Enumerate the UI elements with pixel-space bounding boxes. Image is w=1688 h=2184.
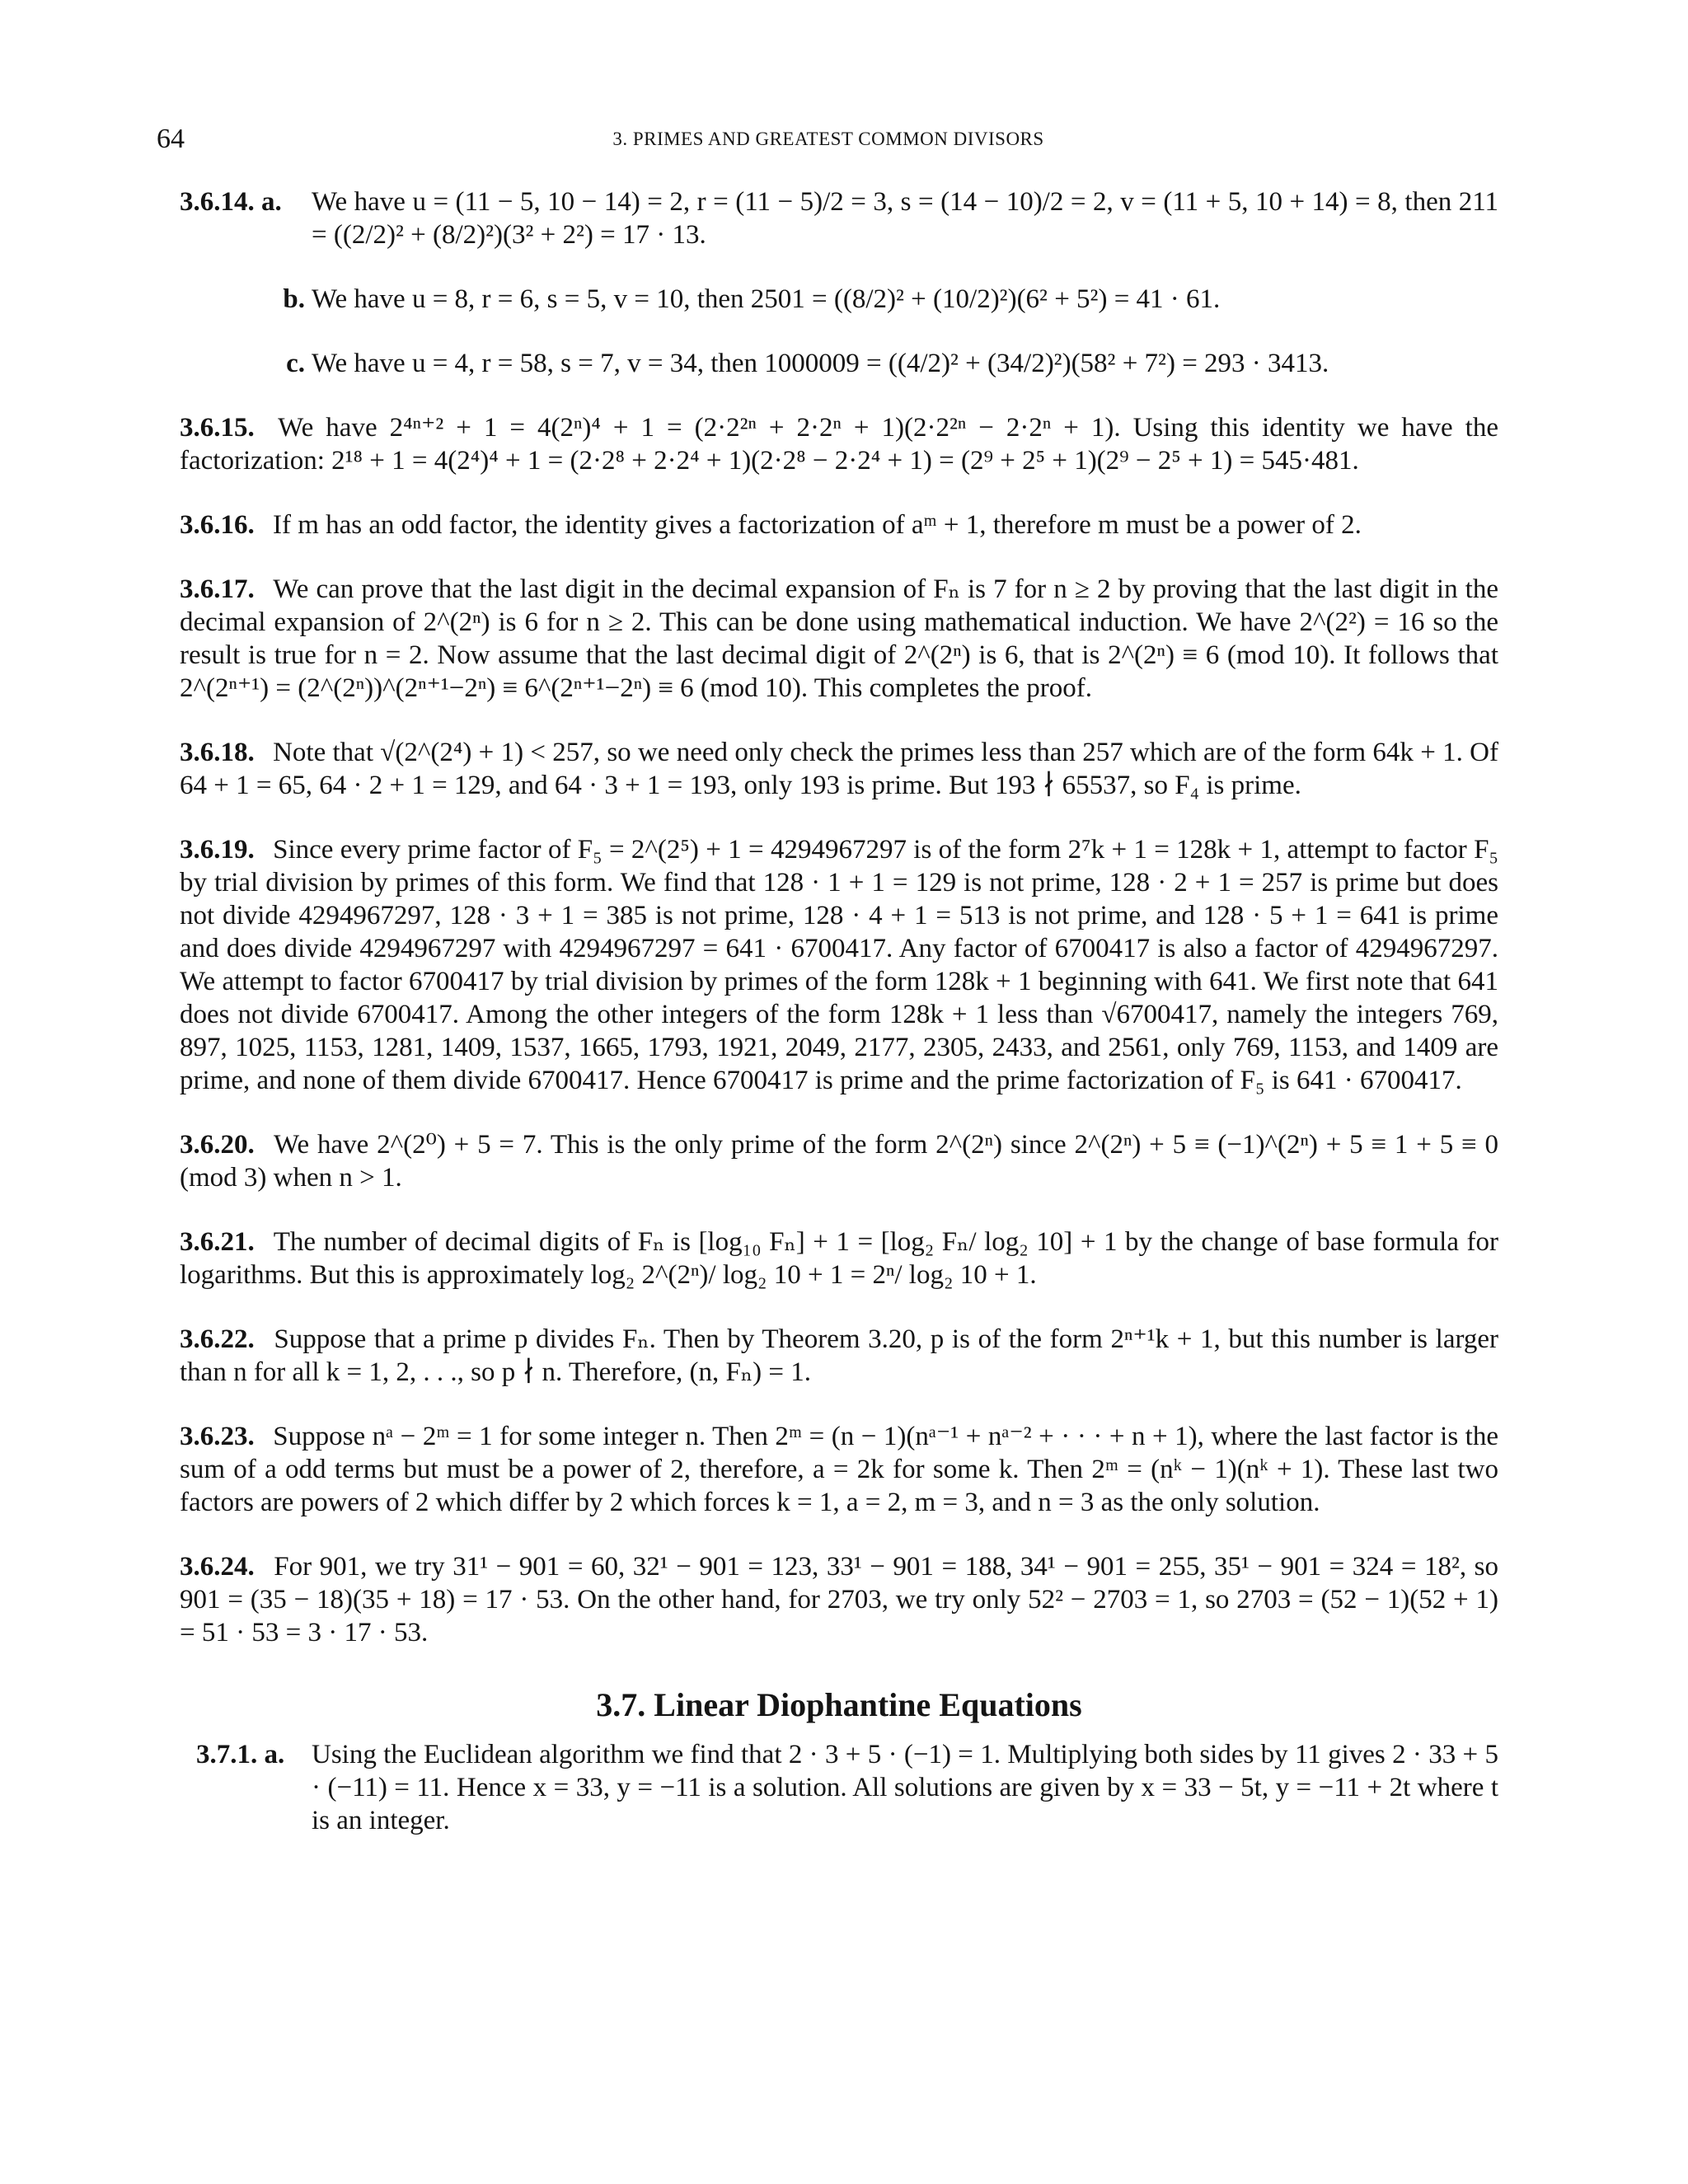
exercise-text: We have 2^(2⁰) + 5 = 7. This is the only prime of the form 2^(2ⁿ) since 2^(2ⁿ) + 5 ≡ (−1)^(2ⁿ) + 5 ≡ 1 + 5 ≡ 0 (mod 3) when n > 1. (180, 1130, 1499, 1193)
exercise-3-6-22 (180, 1323, 1498, 1389)
exercise-3-6-17 (180, 573, 1498, 705)
exercise-text: We can prove that the last digit in the decimal expansion of Fₙ is 7 for n ≥ 2 by proving that the last digit in the decimal expansion of 2^(2ⁿ) is 6 for n ≥ 2. This can be done using mathematical induction. We have 2^(2²) = 16 so the result is true for n = 2. Now assume that the last decimal digit of 2^(2ⁿ) is 6, that is 2^(2ⁿ) ≡ 6 (mod 10). It follows that 2^(2ⁿ⁺¹) = (2^(2ⁿ))^(2ⁿ⁺¹−2ⁿ) ≡ 6^(2ⁿ⁺¹−2ⁿ) ≡ 6 (mod 10). This completes the proof. (180, 574, 1498, 703)
exercise-text: We have u = 8, r = 6, s = 5, v = 10, then 2501 = ((8/2)² + (10/2)²)(6² + 5²) = 41 · 61. (312, 284, 1221, 314)
exercise-3-6-16 (180, 509, 1498, 541)
exercise-3-6-15 (180, 411, 1498, 477)
exercise-3-6-19 (180, 833, 1498, 1097)
page-body (180, 185, 1498, 1868)
exercise-part-label: b. (283, 284, 305, 314)
exercise-number: 3.6.17. (180, 574, 255, 604)
exercise-number: 3.6.20. (180, 1130, 255, 1160)
page-number: 64 (157, 124, 185, 154)
exercise-part-label: c. (286, 349, 305, 378)
exercise-text: Using the Euclidean algorithm we find that 2 · 3 + 5 · (−1) = 1. Multiplying both sides by 11 gives 2 · 33 + 5 · (−11) = 11. Hence x = 33, y = −11 is a solution. All solutions are given by x = 33 − 5t, y = −11 + 2t where t is an integer. (312, 1740, 1498, 1835)
exercise-text: For 901, we try 31¹ − 901 = 60, 32¹ − 901 = 123, 33¹ − 901 = 188, 34¹ − 901 = 255, 35¹ − 901 = 324 = 18², so 901 = (35 − 18)(35 + 18) = 17 · 53. On the other hand, for 2703, we try only 52² − 2703 = 1, so 2703 = (52 − 1)(52 + 1) = 51 · 53 = 3 · 17 · 53. (180, 1552, 1498, 1647)
exercise-text: We have 2⁴ⁿ⁺² + 1 = 4(2ⁿ)⁴ + 1 = (2·2²ⁿ + 2·2ⁿ + 1)(2·2²ⁿ − 2·2ⁿ + 1). Using this identity we have the factorization: 2¹⁸ + 1 = 4(2⁴)⁴ + 1 = (2·2⁸ + 2·2⁴ + 1)(2·2⁸ − 2·2⁴ + 1) = (2⁹ + 2⁵ + 1)(2⁹ − 2⁵ + 1) = 545·481. (180, 413, 1498, 476)
exercise-3-6-14-a (180, 185, 1498, 251)
exercise-text: We have u = 4, r = 58, s = 7, v = 34, then 1000009 = ((4/2)² + (34/2)²)(58² + 7²) = 293 · 3413. (312, 349, 1329, 378)
exercise-number: 3.6.14. a. (180, 187, 282, 217)
exercise-text: If m has an odd factor, the identity gives a factorization of aᵐ + 1, therefore m must be a power of 2. (273, 510, 1362, 540)
exercise-number: 3.7.1. a. (196, 1740, 285, 1769)
exercise-3-6-14-c (180, 347, 1498, 380)
exercise-text: Since every prime factor of F₅ = 2^(2⁵) + 1 = 4294967297 is of the form 2⁷k + 1 = 128k + 1, attempt to factor F₅ by trial division by primes of this form. We find that 128 · 1 + 1 = 129 is not prime, 128 · 2 + 1 = 257 is prime but does not divide 4294967297, 128 · 3 + 1 = 385 is not prime, 128 · 4 + 1 = 513 is not prime, and 128 · 5 + 1 = 641 is prime and does divide 4294967297 with 4294967297 = 641 · 6700417. Any factor of 6700417 is also a factor of 4294967297. We attempt to factor 6700417 by trial division by primes of the form 128k + 1 beginning with 641. We first note that 641 does not divide 6700417. Among the other integers of the form 128k + 1 less than √6700417, namely the integers 769, 897, 1025, 1153, 1281, 1409, 1537, 1665, 1793, 1921, 2049, 2177, 2305, 2433, and 2561, only 769, 1153, and 1409 are prime, and none of them divide 6700417. Hence 6700417 is prime and the prime factorization of F₅ is 641 · 6700417. (180, 835, 1498, 1095)
exercise-number: 3.6.22. (180, 1324, 255, 1354)
exercise-3-6-18 (180, 736, 1498, 802)
exercise-text: We have u = (11 − 5, 10 − 14) = 2, r = (11 − 5)/2 = 3, s = (14 − 10)/2 = 2, v = (11 + 5, 10 + 14) = 8, then 211 = ((2/2)² + (8/2)²)(3² + 2²) = 17 · 13. (312, 187, 1498, 250)
exercise-number: 3.6.23. (180, 1422, 255, 1451)
exercise-3-6-21 (180, 1226, 1498, 1291)
exercise-text: The number of decimal digits of Fₙ is [log₁₀ Fₙ] + 1 = [log₂ Fₙ/ log₂ 10] + 1 by the change of base formula for logarithms. But this is approximately log₂ 2^(2ⁿ)/ log₂ 10 + 1 = 2ⁿ/ log₂ 10 + 1. (180, 1227, 1498, 1290)
exercise-3-6-20 (180, 1128, 1498, 1194)
exercise-3-6-23 (180, 1420, 1498, 1519)
running-header (157, 124, 1500, 157)
section-heading: 3.7. Linear Diophantine Equations (596, 1686, 1082, 1723)
exercise-3-6-14-b (180, 283, 1498, 316)
exercise-number: 3.6.19. (180, 835, 255, 865)
exercise-number: 3.6.21. (180, 1227, 255, 1257)
exercise-number: 3.6.18. (180, 738, 255, 767)
exercise-number: 3.6.24. (180, 1552, 255, 1582)
exercise-text: Suppose nᵃ − 2ᵐ = 1 for some integer n. Then 2ᵐ = (n − 1)(nᵃ⁻¹ + nᵃ⁻² + · · · + n + 1), where the last factor is the sum of a odd terms but must be a power of 2, therefore, a = 2k for some k. Then 2ᵐ = (nᵏ − 1)(nᵏ + 1). These last two factors are powers of 2 which differ by 2 which forces k = 1, a = 2, m = 3, and n = 3 as the only solution. (180, 1422, 1498, 1517)
exercise-3-7-1-a (196, 1738, 1498, 1837)
exercise-number: 3.6.16. (180, 510, 255, 540)
running-title: 3. PRIMES AND GREATEST COMMON DIVISORS (612, 129, 1044, 149)
exercise-text: Suppose that a prime p divides Fₙ. Then by Theorem 3.20, p is of the form 2ⁿ⁺¹k + 1, but this number is larger than n for all k = 1, 2, . . ., so p ∤ n. Therefore, (n, Fₙ) = 1. (180, 1324, 1498, 1387)
exercise-3-6-24 (180, 1550, 1498, 1649)
exercise-text: Note that √(2^(2⁴) + 1) < 257, so we need only check the primes less than 257 which are of the form 64k + 1. Of 64 + 1 = 65, 64 · 2 + 1 = 129, and 64 · 3 + 1 = 193, only 193 is prime. But 193 ∤ 65537, so F₄ is prime. (180, 738, 1498, 800)
exercise-number: 3.6.15. (180, 413, 255, 443)
